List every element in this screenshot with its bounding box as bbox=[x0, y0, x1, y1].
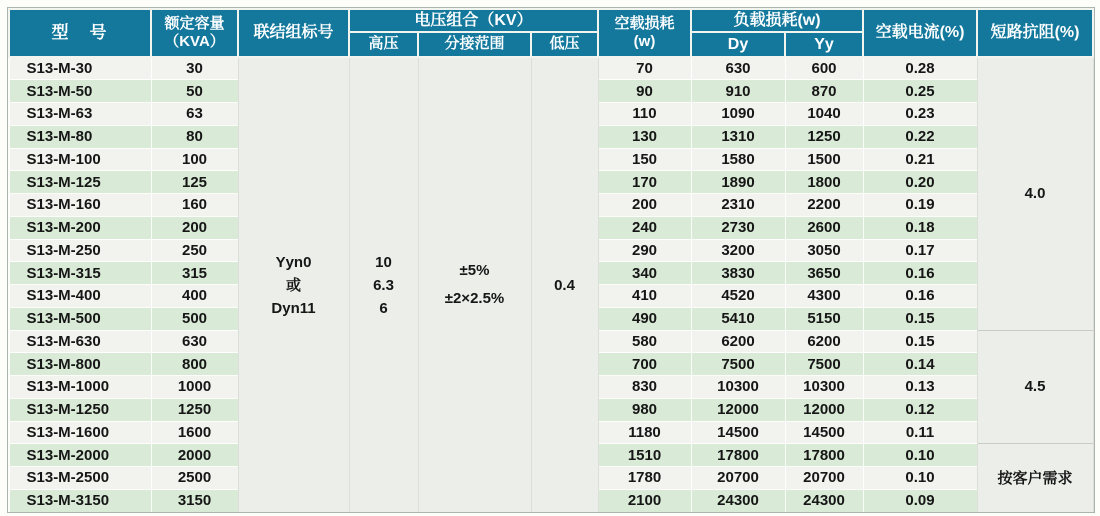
load-loss-yy-cell: 5150 bbox=[785, 307, 863, 330]
load-loss-yy-cell: 1800 bbox=[785, 171, 863, 194]
load-loss-yy-cell: 3650 bbox=[785, 262, 863, 285]
load-loss-yy-cell: 2200 bbox=[785, 194, 863, 217]
no-load-loss-cell: 1780 bbox=[598, 467, 691, 490]
no-load-current-cell: 0.09 bbox=[863, 489, 977, 512]
no-load-current-cell: 0.14 bbox=[863, 353, 977, 376]
load-loss-dy-cell: 5410 bbox=[691, 307, 785, 330]
load-loss-dy-cell: 10300 bbox=[691, 376, 785, 399]
capacity-cell: 2500 bbox=[151, 467, 238, 490]
tap-range-cell bbox=[418, 57, 531, 512]
no-load-loss-cell: 130 bbox=[598, 125, 691, 148]
load-loss-dy-cell: 2310 bbox=[691, 194, 785, 217]
capacity-cell: 200 bbox=[151, 216, 238, 239]
header-rated-capacity-line1: 额定容量 bbox=[164, 15, 225, 33]
capacity-cell: 100 bbox=[151, 148, 238, 171]
header-no-load-loss-line2: (w) bbox=[633, 33, 656, 50]
no-load-current-cell: 0.15 bbox=[863, 307, 977, 330]
load-loss-yy-cell: 870 bbox=[785, 80, 863, 103]
merged-cell-line: ±5% bbox=[459, 262, 490, 279]
capacity-cell: 500 bbox=[151, 307, 238, 330]
no-load-current-cell: 0.16 bbox=[863, 262, 977, 285]
no-load-loss-cell: 580 bbox=[598, 330, 691, 353]
no-load-current-cell: 0.11 bbox=[863, 421, 977, 444]
header-model: 型 号 bbox=[9, 9, 151, 57]
model-cell: S13-M-1250 bbox=[9, 398, 151, 421]
capacity-cell: 3150 bbox=[151, 489, 238, 512]
merged-cell-line: 或 bbox=[285, 276, 301, 294]
load-loss-dy-cell: 12000 bbox=[691, 398, 785, 421]
header-low-voltage: 低压 bbox=[531, 32, 598, 57]
no-load-loss-cell: 700 bbox=[598, 353, 691, 376]
no-load-loss-cell: 340 bbox=[598, 262, 691, 285]
spec-table-body bbox=[9, 57, 1093, 512]
merged-cell-line: 6 bbox=[379, 299, 388, 317]
load-loss-yy-cell: 12000 bbox=[785, 398, 863, 421]
model-cell: S13-M-125 bbox=[9, 171, 151, 194]
no-load-current-cell: 0.12 bbox=[863, 398, 977, 421]
model-cell: S13-M-250 bbox=[9, 239, 151, 262]
model-cell: S13-M-1000 bbox=[9, 376, 151, 399]
header-dy: Dy bbox=[691, 32, 785, 57]
load-loss-yy-cell: 6200 bbox=[785, 330, 863, 353]
model-cell: S13-M-63 bbox=[9, 103, 151, 126]
capacity-cell: 250 bbox=[151, 239, 238, 262]
header-short-circuit-impedance: 短路抗阻(%) bbox=[977, 9, 1093, 57]
no-load-loss-cell: 290 bbox=[598, 239, 691, 262]
no-load-loss-cell: 2100 bbox=[598, 489, 691, 512]
capacity-cell: 315 bbox=[151, 262, 238, 285]
model-cell: S13-M-200 bbox=[9, 216, 151, 239]
model-cell: S13-M-500 bbox=[9, 307, 151, 330]
load-loss-yy-cell: 17800 bbox=[785, 444, 863, 467]
no-load-current-cell: 0.20 bbox=[863, 171, 977, 194]
load-loss-yy-cell: 20700 bbox=[785, 467, 863, 490]
load-loss-dy-cell: 6200 bbox=[691, 330, 785, 353]
no-load-current-cell: 0.28 bbox=[863, 57, 977, 80]
no-load-loss-cell: 150 bbox=[598, 148, 691, 171]
header-no-load-current: 空载电流(%) bbox=[863, 9, 977, 57]
load-loss-yy-cell: 2600 bbox=[785, 216, 863, 239]
model-cell: S13-M-800 bbox=[9, 353, 151, 376]
no-load-loss-cell: 1510 bbox=[598, 444, 691, 467]
header-no-load-loss bbox=[598, 9, 691, 57]
no-load-loss-cell: 110 bbox=[598, 103, 691, 126]
capacity-cell: 63 bbox=[151, 103, 238, 126]
load-loss-yy-cell: 1250 bbox=[785, 125, 863, 148]
load-loss-dy-cell: 1890 bbox=[691, 171, 785, 194]
load-loss-dy-cell: 1310 bbox=[691, 125, 785, 148]
header-connection-group: 联结组标号 bbox=[238, 9, 349, 57]
model-cell: S13-M-100 bbox=[9, 148, 151, 171]
load-loss-dy-cell: 14500 bbox=[691, 421, 785, 444]
no-load-loss-cell: 200 bbox=[598, 194, 691, 217]
load-loss-dy-cell: 7500 bbox=[691, 353, 785, 376]
no-load-loss-cell: 170 bbox=[598, 171, 691, 194]
load-loss-dy-cell: 17800 bbox=[691, 444, 785, 467]
model-cell: S13-M-1600 bbox=[9, 421, 151, 444]
capacity-cell: 1000 bbox=[151, 376, 238, 399]
header-rated-capacity bbox=[151, 9, 238, 57]
model-cell: S13-M-3150 bbox=[9, 489, 151, 512]
model-cell: S13-M-2000 bbox=[9, 444, 151, 467]
load-loss-yy-cell: 24300 bbox=[785, 489, 863, 512]
no-load-current-cell: 0.21 bbox=[863, 148, 977, 171]
model-cell: S13-M-160 bbox=[9, 194, 151, 217]
capacity-cell: 800 bbox=[151, 353, 238, 376]
capacity-cell: 80 bbox=[151, 125, 238, 148]
high-voltage-cell bbox=[349, 57, 418, 512]
transformer-spec-table bbox=[8, 8, 1094, 512]
header-tap-range: 分接范围 bbox=[418, 32, 531, 57]
impedance-cell: 4.5 bbox=[977, 330, 1093, 444]
capacity-cell: 125 bbox=[151, 171, 238, 194]
model-cell: S13-M-630 bbox=[9, 330, 151, 353]
header-no-load-loss-line1: 空载损耗 bbox=[614, 15, 675, 33]
no-load-current-cell: 0.25 bbox=[863, 80, 977, 103]
merged-cell-line: 6.3 bbox=[373, 276, 394, 294]
header-yy: Yy bbox=[785, 32, 863, 57]
capacity-cell: 1600 bbox=[151, 421, 238, 444]
load-loss-dy-cell: 4520 bbox=[691, 285, 785, 308]
table-row bbox=[9, 57, 1093, 80]
load-loss-yy-cell: 1500 bbox=[785, 148, 863, 171]
no-load-current-cell: 0.17 bbox=[863, 239, 977, 262]
merged-cell-line: ±2×2.5% bbox=[444, 290, 505, 307]
merged-cell-line: 10 bbox=[375, 253, 392, 271]
load-loss-yy-cell: 4300 bbox=[785, 285, 863, 308]
no-load-current-cell: 0.23 bbox=[863, 103, 977, 126]
no-load-current-cell: 0.22 bbox=[863, 125, 977, 148]
capacity-cell: 1250 bbox=[151, 398, 238, 421]
no-load-current-cell: 0.16 bbox=[863, 285, 977, 308]
low-voltage-cell: 0.4 bbox=[531, 57, 598, 512]
load-loss-yy-cell: 14500 bbox=[785, 421, 863, 444]
load-loss-yy-cell: 10300 bbox=[785, 376, 863, 399]
load-loss-dy-cell: 1090 bbox=[691, 103, 785, 126]
model-cell: S13-M-80 bbox=[9, 125, 151, 148]
no-load-current-cell: 0.10 bbox=[863, 467, 977, 490]
no-load-current-cell: 0.15 bbox=[863, 330, 977, 353]
merged-cell-line: Dyn11 bbox=[271, 299, 316, 317]
capacity-cell: 2000 bbox=[151, 444, 238, 467]
impedance-cell: 按客户需求 bbox=[977, 444, 1093, 512]
load-loss-yy-cell: 1040 bbox=[785, 103, 863, 126]
no-load-loss-cell: 90 bbox=[598, 80, 691, 103]
model-cell: S13-M-400 bbox=[9, 285, 151, 308]
capacity-cell: 160 bbox=[151, 194, 238, 217]
no-load-loss-cell: 490 bbox=[598, 307, 691, 330]
no-load-loss-cell: 980 bbox=[598, 398, 691, 421]
model-cell: S13-M-2500 bbox=[9, 467, 151, 490]
model-cell: S13-M-50 bbox=[9, 80, 151, 103]
load-loss-dy-cell: 3200 bbox=[691, 239, 785, 262]
capacity-cell: 50 bbox=[151, 80, 238, 103]
load-loss-yy-cell: 3050 bbox=[785, 239, 863, 262]
no-load-current-cell: 0.13 bbox=[863, 376, 977, 399]
no-load-current-cell: 0.19 bbox=[863, 194, 977, 217]
merged-cell-line: Yyn0 bbox=[275, 253, 312, 271]
model-cell: S13-M-30 bbox=[9, 57, 151, 80]
impedance-cell: 4.0 bbox=[977, 57, 1093, 330]
no-load-loss-cell: 70 bbox=[598, 57, 691, 80]
header-voltage-combination: 电压组合（KV） bbox=[349, 9, 598, 32]
no-load-loss-cell: 1180 bbox=[598, 421, 691, 444]
load-loss-yy-cell: 600 bbox=[785, 57, 863, 80]
model-cell: S13-M-315 bbox=[9, 262, 151, 285]
load-loss-dy-cell: 1580 bbox=[691, 148, 785, 171]
capacity-cell: 630 bbox=[151, 330, 238, 353]
header-high-voltage: 高压 bbox=[349, 32, 418, 57]
load-loss-dy-cell: 3830 bbox=[691, 262, 785, 285]
load-loss-yy-cell: 7500 bbox=[785, 353, 863, 376]
capacity-cell: 30 bbox=[151, 57, 238, 80]
no-load-loss-cell: 410 bbox=[598, 285, 691, 308]
connection-group-cell bbox=[238, 57, 349, 512]
load-loss-dy-cell: 20700 bbox=[691, 467, 785, 490]
load-loss-dy-cell: 910 bbox=[691, 80, 785, 103]
no-load-loss-cell: 240 bbox=[598, 216, 691, 239]
load-loss-dy-cell: 630 bbox=[691, 57, 785, 80]
table-header bbox=[9, 9, 1093, 57]
no-load-current-cell: 0.10 bbox=[863, 444, 977, 467]
load-loss-dy-cell: 2730 bbox=[691, 216, 785, 239]
no-load-loss-cell: 830 bbox=[598, 376, 691, 399]
header-rated-capacity-line2: （KVA） bbox=[164, 33, 225, 50]
load-loss-dy-cell: 24300 bbox=[691, 489, 785, 512]
header-row-top bbox=[9, 9, 1093, 32]
no-load-current-cell: 0.18 bbox=[863, 216, 977, 239]
header-load-loss: 负载损耗(w) bbox=[691, 9, 863, 32]
capacity-cell: 400 bbox=[151, 285, 238, 308]
